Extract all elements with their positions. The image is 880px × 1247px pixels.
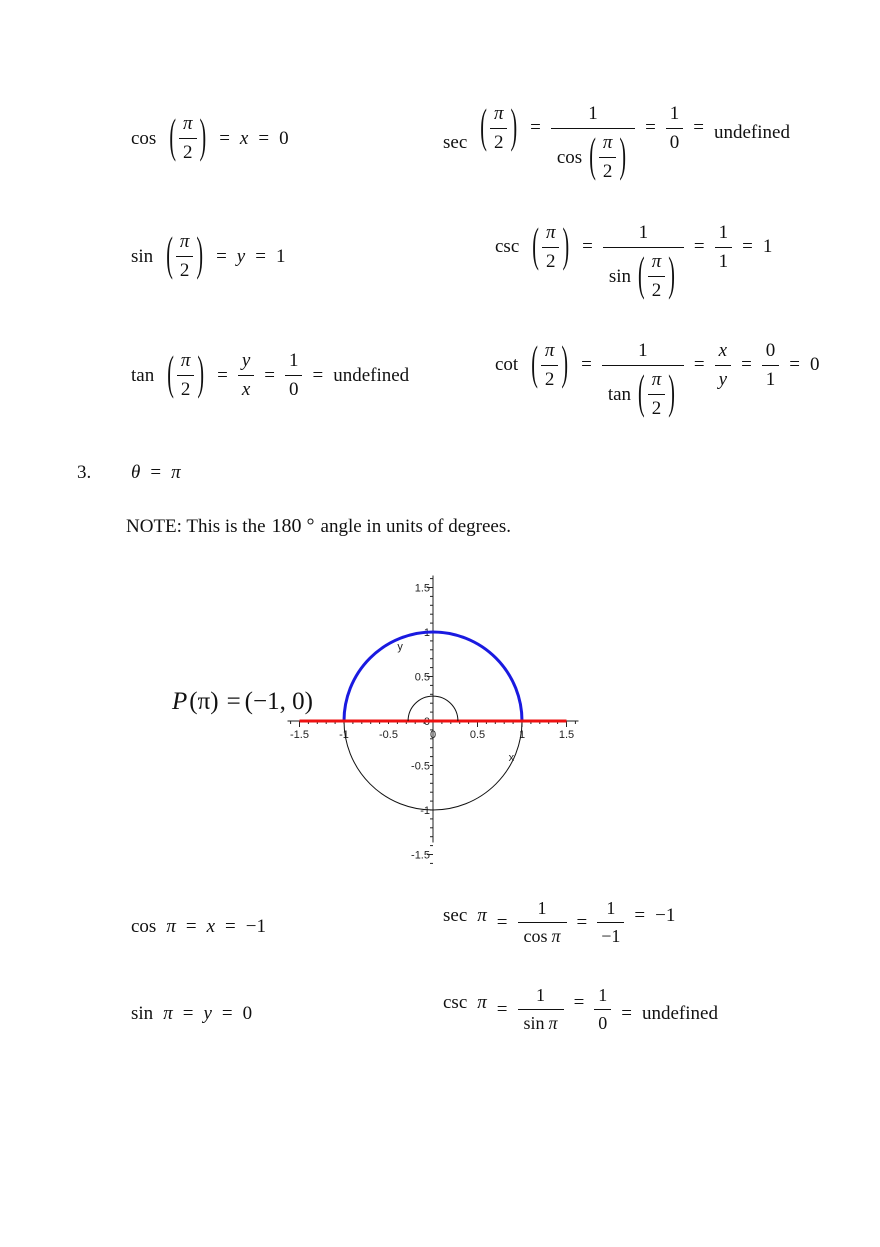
y-tick-label: 0.5: [414, 671, 430, 684]
num: π: [183, 113, 193, 134]
eq: =: [693, 117, 704, 138]
y-tick-label: 1: [423, 627, 430, 639]
result: 1: [762, 236, 773, 257]
num: π: [179, 231, 190, 252]
eq: =: [742, 236, 753, 257]
arg: (π): [189, 688, 219, 715]
value: 1: [275, 245, 286, 267]
den: 2: [541, 365, 559, 391]
fn: cot: [495, 354, 519, 375]
pi: π: [477, 991, 487, 1013]
eq: =: [645, 117, 656, 138]
var: y: [203, 1003, 212, 1024]
var: x: [239, 127, 249, 149]
angle-marker: [408, 696, 458, 721]
den-fn: cos: [556, 146, 583, 168]
eq: =: [221, 1003, 233, 1024]
x-tick-label: 1: [518, 729, 526, 741]
value: 0: [279, 127, 289, 149]
eq: =: [693, 236, 705, 257]
csc-pi-equation: [438, 985, 723, 1034]
eq: =: [621, 1002, 632, 1024]
num: 1: [288, 350, 299, 371]
note-prefix: NOTE: This is the: [126, 515, 266, 537]
den: 2: [599, 157, 617, 183]
sec-pi-over-2-equation: sec ( $\frac{\pi}{2}$ ) = 1 cos ( $\frac{\pi}{2}$ ) = $\frac{1}{0}$ = undefined: [443, 100, 790, 183]
result: undefined: [642, 1002, 718, 1024]
den: 1: [762, 365, 780, 391]
num: y: [241, 350, 251, 371]
pi: π: [477, 904, 487, 926]
eq: =: [530, 117, 541, 138]
y-tick-label: 1.5: [414, 582, 430, 595]
fn: csc: [495, 236, 520, 257]
x-tick-label: 0: [429, 729, 437, 741]
upper-arc: [344, 632, 522, 721]
den-fn: sin: [523, 1013, 545, 1033]
den: 2: [177, 375, 195, 401]
theta-equals-pi: [126, 462, 186, 484]
eq: =: [150, 462, 162, 483]
x-tick-label: -1.5: [290, 729, 309, 741]
x-tick-label: -1: [339, 729, 349, 741]
P: P: [172, 688, 188, 715]
x-tick-label: 1.5: [558, 729, 575, 741]
pi: π: [166, 916, 176, 937]
fn: cos: [131, 127, 157, 149]
note-suffix: angle in units of degrees.: [320, 515, 511, 537]
eq: =: [182, 1003, 194, 1024]
unit-circle: [344, 632, 522, 810]
num: 1: [606, 898, 616, 918]
num: 1: [537, 898, 547, 918]
fn: sec: [443, 904, 468, 926]
den: 2: [648, 276, 666, 302]
den: 2: [542, 247, 560, 273]
eq: =: [185, 916, 197, 937]
den: 0: [285, 375, 303, 401]
den: y: [715, 365, 731, 391]
num: π: [651, 251, 662, 272]
arg: ( $\frac{\pi}{2}$ ): [169, 110, 207, 164]
den: x: [238, 375, 254, 401]
num: 1: [669, 102, 680, 124]
value: π: [171, 462, 181, 483]
den: 1: [715, 247, 733, 273]
y-tick-label: -1: [420, 805, 430, 817]
fn: cos: [131, 916, 157, 937]
cos-pi-over-2-equation: [126, 110, 294, 164]
value: −1: [245, 916, 266, 937]
y-tick-label: 0: [423, 716, 430, 728]
x-axis-label: x: [508, 752, 515, 765]
den: 0: [666, 128, 684, 154]
y-axis-label: y: [397, 640, 403, 653]
den-fn: tan: [607, 383, 632, 405]
y-tick-label: -0.5: [411, 760, 430, 773]
num: 1: [588, 103, 598, 124]
num: π: [180, 350, 191, 371]
num: π: [602, 132, 613, 153]
pi: π: [163, 1003, 173, 1024]
num: π: [651, 369, 662, 390]
eq: =: [573, 991, 585, 1013]
den: 2: [179, 138, 197, 164]
eq: =: [789, 354, 800, 375]
eq: =: [217, 364, 228, 386]
den: 0: [594, 1009, 611, 1034]
point-label: [172, 688, 313, 716]
eq: =: [255, 245, 266, 267]
eq: =: [496, 911, 508, 933]
eq: =: [581, 354, 592, 375]
fn: sin: [131, 245, 154, 267]
cos-pi-equation: [126, 916, 271, 938]
num: π: [545, 221, 556, 243]
eq: =: [634, 904, 646, 926]
eq: =: [582, 236, 593, 257]
section-number: 3.: [77, 462, 92, 483]
y-tick-label: -1.5: [411, 849, 430, 862]
var: y: [236, 245, 246, 267]
fn: tan: [131, 364, 155, 386]
eq: =: [226, 688, 241, 715]
note-line: [126, 515, 511, 538]
result: 0: [810, 354, 820, 375]
cot-pi-over-2-equation: cot ( $\frac{\pi}{2}$ ) = 1 tan ( $\frac{\pi}{2}$ ) = $\frac{x}{y}$ = $\frac{0}{1}$ = 0: [495, 337, 820, 420]
x-tick-label: -0.5: [379, 729, 398, 741]
num: 1: [536, 985, 546, 1005]
eq: =: [693, 354, 705, 375]
eq: =: [496, 998, 508, 1020]
num: 1: [638, 340, 648, 361]
den-fn: cos: [523, 926, 548, 946]
eq: =: [264, 364, 275, 386]
eq: =: [741, 354, 752, 375]
den: 2: [490, 128, 508, 154]
fn: sec: [443, 132, 468, 153]
fn: sin: [131, 1003, 154, 1024]
num: π: [493, 102, 504, 124]
sin-pi-over-2-equation: sin ( $\frac{\pi}{2}$ ) = y = 1: [131, 228, 286, 282]
num: 0: [765, 339, 776, 361]
den: −1: [597, 922, 624, 947]
fn: csc: [443, 991, 468, 1013]
num: x: [718, 339, 728, 361]
pi: π: [551, 926, 561, 946]
den: 2: [648, 394, 666, 420]
var: x: [206, 916, 216, 937]
sec-pi-equation: [438, 898, 680, 947]
eq: =: [576, 911, 588, 933]
eq: =: [225, 916, 236, 937]
tan-pi-over-2-equation: tan ( $\frac{\pi}{2}$ ) = $\frac{y}{x}$ = $\frac{1}{0}$ = undefined: [131, 347, 410, 401]
den-fn: sin: [608, 265, 632, 287]
csc-pi-over-2-equation: csc ( $\frac{\pi}{2}$ ) = 1 sin ( $\frac{\pi}{2}$ ) = $\frac{1}{1}$ = 1: [495, 219, 773, 302]
theta: θ: [131, 462, 141, 483]
eq: =: [219, 127, 230, 149]
num: 1: [638, 222, 649, 243]
pi: π: [548, 1013, 558, 1033]
value: (−1, 0): [244, 688, 313, 715]
x-tick-label: 0.5: [469, 729, 486, 741]
degrees-value: 180 °: [271, 515, 315, 537]
num: 1: [598, 985, 608, 1005]
num: π: [544, 339, 555, 361]
den: 2: [176, 256, 194, 282]
eq: =: [312, 364, 324, 386]
sin-pi-equation: [126, 1003, 257, 1025]
result: −1: [655, 904, 676, 926]
result: undefined: [333, 364, 410, 386]
eq: =: [258, 127, 270, 149]
num: 1: [718, 221, 729, 243]
eq: =: [216, 245, 227, 267]
value: 0: [242, 1003, 253, 1024]
result: undefined: [714, 122, 790, 143]
